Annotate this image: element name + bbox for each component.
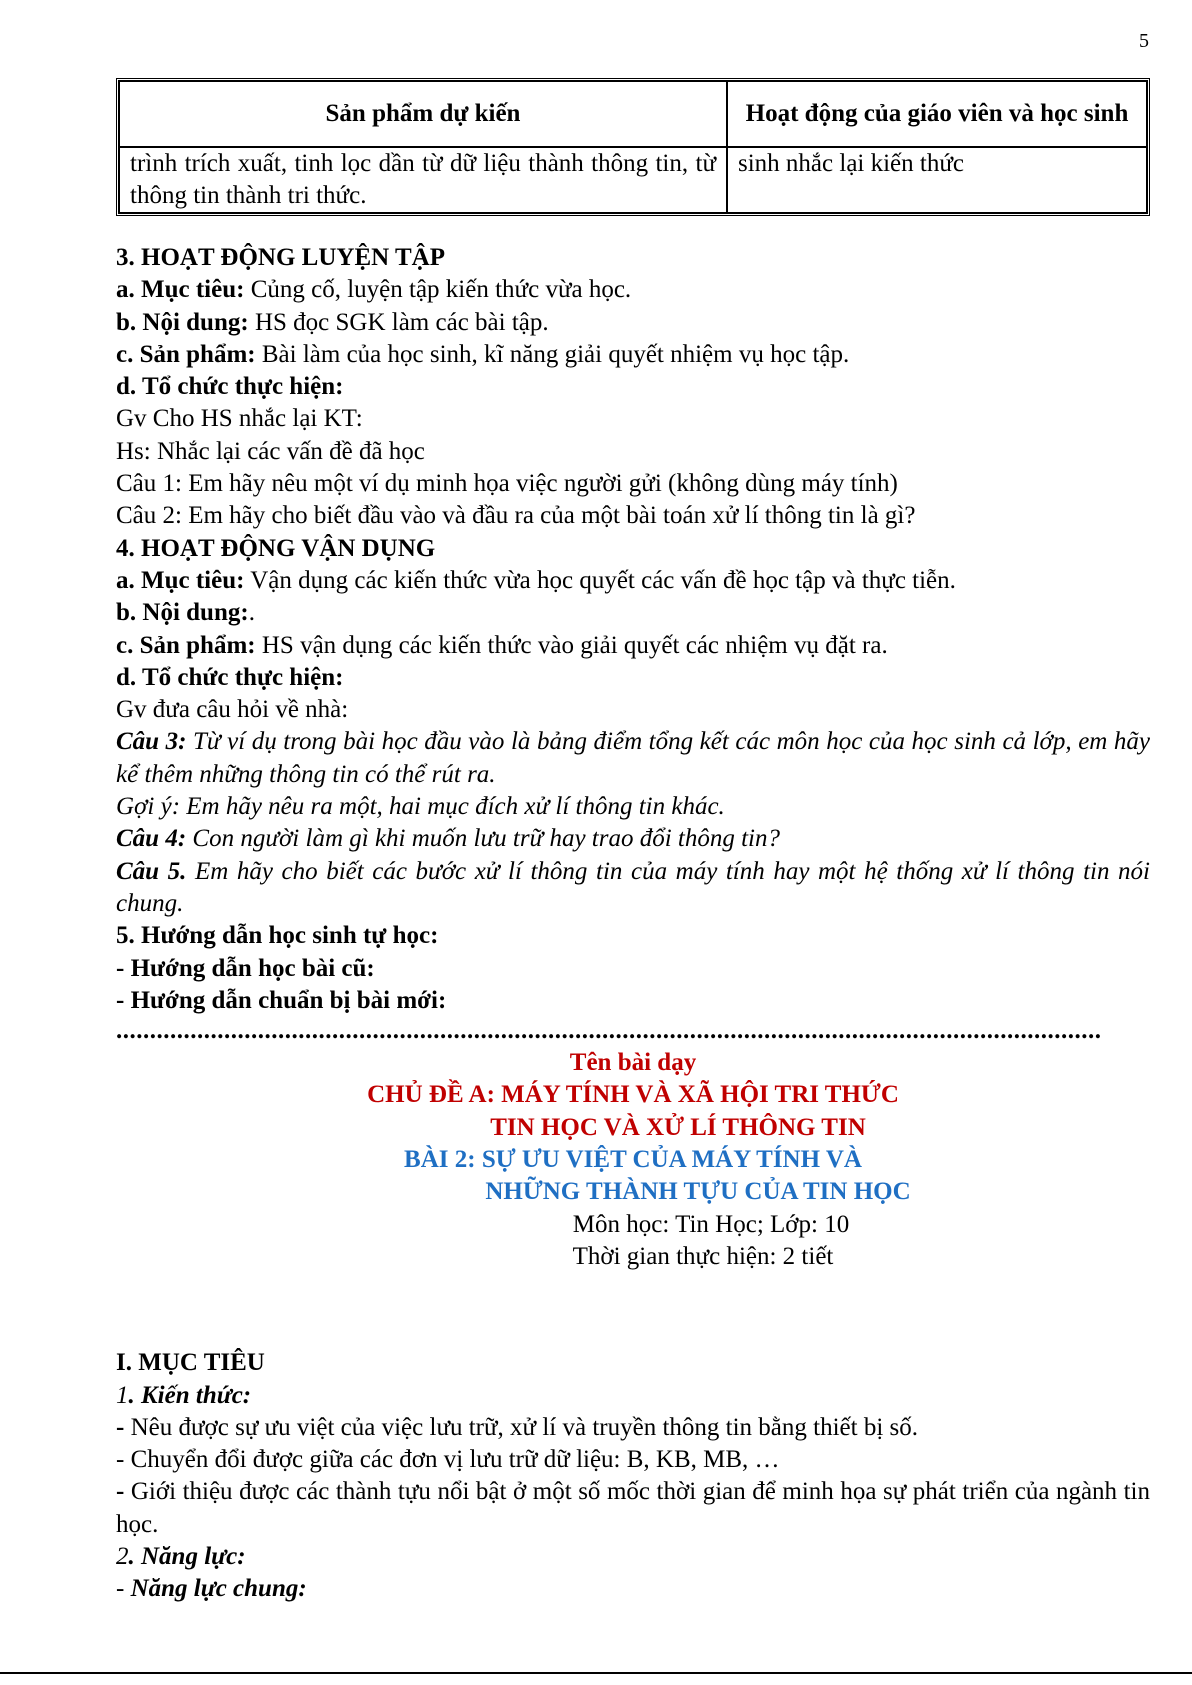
- list-item: - Nêu được sự ưu việt của việc lưu trữ, xử lí và truyền thông tin bằng thiết bị số.: [116, 1413, 919, 1441]
- content-line: b. Nội dung:.: [116, 599, 255, 627]
- question-3: Câu 3: Từ ví dụ trong bài học đầu vào là bảng điểm tổng kết các môn học của học sinh cả lớp, em hãy kể thêm những thông tin có thể rút ra.: [116, 728, 1150, 788]
- question-1: Câu 1: Em hãy nêu một ví dụ minh họa việc người gửi (không dùng máy tính): [116, 470, 898, 498]
- lesson-title-line-1: BÀI 2: SỰ ƯU VIỆT CỦA MÁY TÍNH VÀ: [404, 1146, 862, 1174]
- table-cell-products: trình trích xuất, tinh lọc dần từ dữ liệu thành thông tin, từ thông tin thành tri thức.: [119, 147, 727, 213]
- duration-line: Thời gian thực hiện: 2 tiết: [572, 1242, 834, 1270]
- section-objectives: [116, 1347, 1150, 1605]
- topic-title-line-1: CHỦ ĐỀ A: MÁY TÍNH VÀ XÃ HỘI TRI THỨC: [367, 1081, 899, 1109]
- table-header-products: Sản phẩm dự kiến: [119, 81, 727, 147]
- table-row: [119, 147, 1147, 213]
- section-title: 4. HOẠT ĐỘNG VẬN DỤNG: [116, 534, 436, 562]
- content-line: b. Nội dung: HS đọc SGK làm các bài tập.: [116, 308, 549, 336]
- lesson-heading: [116, 1047, 1150, 1273]
- question-4: Câu 4: Con người làm gì khi muốn lưu trữ hay trao đổi thông tin?: [116, 825, 780, 853]
- dotted-separator: ..................................................................................................................................................: [116, 1021, 1102, 1045]
- subsection-knowledge: 1. Kiến thức:: [116, 1381, 252, 1409]
- section-title: I. MỤC TIÊU: [116, 1349, 265, 1377]
- topic-title-line-2: TIN HỌC VÀ XỬ LÍ THÔNG TIN: [490, 1113, 866, 1141]
- organization-label: d. Tổ chức thực hiện:: [116, 663, 344, 691]
- text-line: Gv Cho HS nhắc lại KT:: [116, 405, 363, 433]
- lesson-title-line-2: NHỮNG THÀNH TỰU CỦA TIN HỌC: [485, 1178, 911, 1206]
- list-item: - Năng lực chung:: [116, 1575, 307, 1603]
- organization-label: d. Tổ chức thực hiện:: [116, 373, 344, 401]
- list-item: - Hướng dẫn học bài cũ:: [116, 954, 375, 982]
- lesson-label: Tên bài dạy: [569, 1049, 697, 1077]
- question-2: Câu 2: Em hãy cho biết đầu vào và đầu ra của một bài toán xử lí thông tin là gì?: [116, 502, 916, 530]
- text-line: Hs: Nhắc lại các vấn đề đã học: [116, 437, 425, 465]
- hint-line: Gợi ý: Em hãy nêu ra một, hai mục đích xử lí thông tin khác.: [116, 793, 725, 821]
- objective-line: a. Mục tiêu: Củng cố, luyện tập kiến thức vừa học.: [116, 276, 632, 304]
- list-item: - Hướng dẫn chuẩn bị bài mới:: [116, 986, 447, 1014]
- document-body: [116, 78, 1150, 1606]
- section-practice: [116, 242, 1150, 533]
- objective-line: a. Mục tiêu: Vận dụng các kiến thức vừa học quyết các vấn đề học tập và thực tiễn.: [116, 566, 956, 594]
- question-5: Câu 5. Em hãy cho biết các bước xử lí thông tin của máy tính hay một hệ thống xử lí thông tin nói chung.: [116, 857, 1150, 917]
- page-bottom-rule: [0, 1672, 1192, 1674]
- lesson-table: [116, 78, 1150, 216]
- list-item: - Chuyển đổi được giữa các đơn vị lưu trữ dữ liệu: B, KB, MB, …: [116, 1446, 780, 1474]
- page-number: 5: [1139, 30, 1149, 52]
- product-line: c. Sản phẩm: Bài làm của học sinh, kĩ năng giải quyết nhiệm vụ học tập.: [116, 340, 850, 368]
- section-self-study: [116, 920, 1150, 1017]
- subsection-competence: 2. Năng lực:: [116, 1542, 246, 1570]
- table-header-activities: Hoạt động của giáo viên và học sinh: [727, 81, 1147, 147]
- section-title: 3. HOẠT ĐỘNG LUYỆN TẬP: [116, 244, 445, 271]
- list-item: - Giới thiệu được các thành tựu nổi bật ở một số mốc thời gian để minh họa sự phát triển của ngành tin học.: [116, 1478, 1150, 1538]
- subject-line: Môn học: Tin Học; Lớp: 10: [572, 1210, 850, 1238]
- section-title: 5. Hướng dẫn học sinh tự học:: [116, 922, 439, 950]
- table-cell-activities: sinh nhắc lại kiến thức: [727, 147, 1147, 213]
- section-application: [116, 533, 1150, 921]
- product-line: c. Sản phẩm: HS vận dụng các kiến thức vào giải quyết các nhiệm vụ đặt ra.: [116, 631, 888, 659]
- text-line: Gv đưa câu hỏi về nhà:: [116, 696, 349, 724]
